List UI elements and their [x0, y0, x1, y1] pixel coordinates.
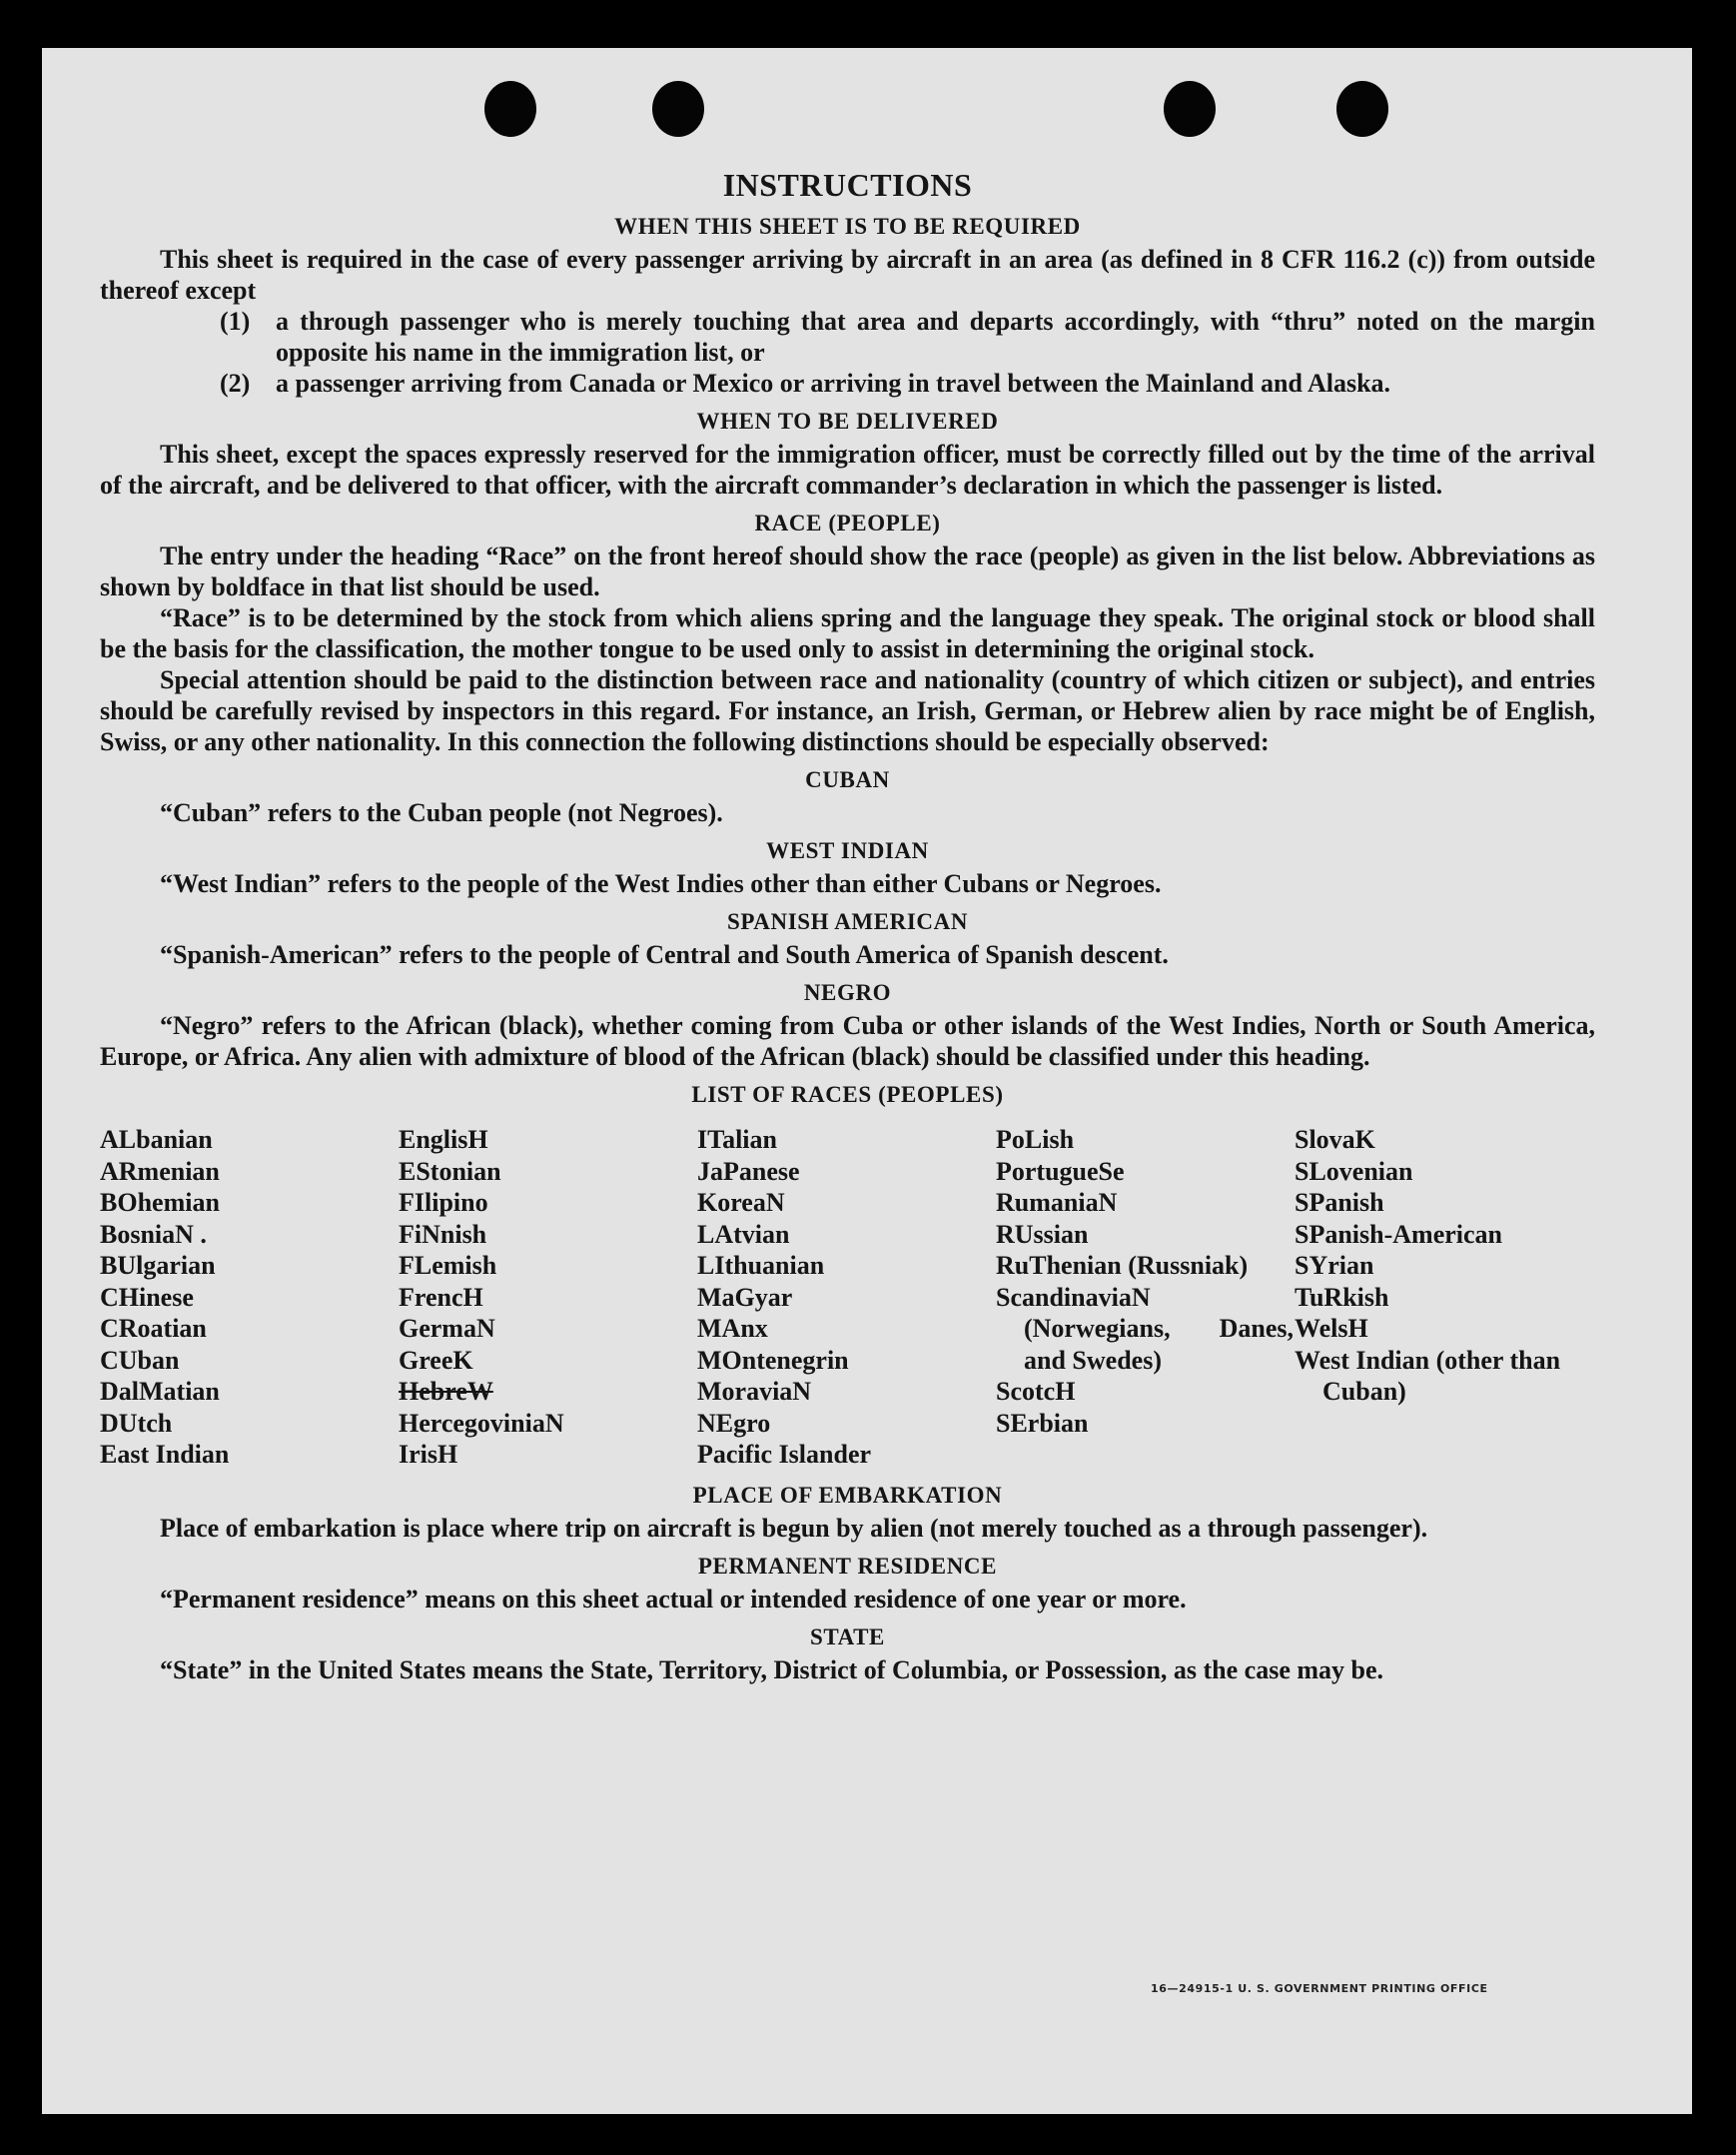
- race-entry: KoreaN: [697, 1188, 785, 1217]
- race-entry: BUlgarian: [100, 1251, 216, 1280]
- race-entry: BosniaN .: [100, 1219, 207, 1249]
- state-text: “State” in the United States means the State, Territory, District of Columbia, or Possession, as the case may be.: [160, 1654, 1384, 1684]
- race-entry: East Indian: [100, 1440, 230, 1469]
- race-entry: JaPanese: [697, 1156, 800, 1186]
- race-entry: FiNnish: [399, 1219, 487, 1249]
- section-heading-race: RACE (PEOPLE): [754, 511, 941, 536]
- race-entry: ScandinaviaN (Norwegians, Danes, and Swedes): [996, 1282, 1294, 1375]
- race-entry: NEgro: [697, 1408, 771, 1438]
- race-entry: RuThenian (Russniak): [996, 1251, 1249, 1280]
- race-paragraph-2: “Race” is to be determined by the stock from which aliens spring and the language they speak. The original stock or blood shall be the basis for the classification, the mother tongue to be used only to assist in determining the original stock.: [100, 603, 1595, 663]
- race-entry: LIthuanian: [697, 1251, 825, 1280]
- race-entry: FIlipino: [399, 1188, 488, 1217]
- item-text: a through passenger who is merely touching that area and departs accordingly, with “thru” noted on the margin opposite his name in the immigration list, or: [276, 307, 1595, 367]
- negro-text: “Negro” refers to the African (black), whether coming from Cuba or other islands of the West Indies, North or South America, Europe, or Africa. Any alien with admixture of blood of the African (black) should be classified under this heading.: [100, 1011, 1595, 1071]
- race-entry: SlovaK: [1295, 1125, 1375, 1154]
- race-column-3: [697, 1124, 996, 1471]
- section-heading-spanish-american: SPANISH AMERICAN: [726, 909, 969, 934]
- race-entry: SPanish-American: [1295, 1219, 1502, 1249]
- section-heading-race-list: LIST OF RACES (PEOPLES): [691, 1082, 1004, 1107]
- residence-text: “Permanent residence” means on this sheet actual or intended residence of one year or more.: [160, 1584, 1187, 1614]
- race-entry: ARmenian: [100, 1156, 220, 1186]
- race-entry: WelsH: [1295, 1314, 1368, 1343]
- race-entry: West Indian (other than Cuban): [1295, 1345, 1561, 1406]
- race-entry: DUtch: [100, 1408, 173, 1438]
- race-entry: MoraviaN: [697, 1377, 812, 1406]
- exception-item-1: [220, 306, 1595, 368]
- race-entry: PortugueSe: [996, 1156, 1125, 1186]
- required-intro: This sheet is required in the case of every passenger arriving by aircraft in an area (as defined in 8 CFR 116.2 (c)) from outside thereof except: [100, 245, 1595, 305]
- section-heading-state: STATE: [809, 1623, 885, 1649]
- race-entry: SErbian: [996, 1408, 1089, 1438]
- race-entry: GreeK: [399, 1345, 473, 1375]
- punch-hole: [1164, 81, 1216, 137]
- race-column-2: [399, 1124, 697, 1471]
- document-page: [42, 48, 1692, 2114]
- race-entry: CHinese: [100, 1282, 194, 1312]
- race-paragraph-1: The entry under the heading “Race” on the front hereof should show the race (people) as given in the list below. Abbreviations as shown by boldface in that list should be used.: [100, 541, 1595, 601]
- race-entry: RUssian: [996, 1219, 1089, 1249]
- embarkation-text: Place of embarkation is place where trip on aircraft is begun by alien (not merely touched as a through passenger).: [160, 1513, 1428, 1543]
- race-column-5: [1295, 1124, 1593, 1471]
- race-column-4: [996, 1124, 1295, 1471]
- section-heading-west-indian: WEST INDIAN: [766, 838, 929, 863]
- race-entry: ALbanian: [100, 1125, 213, 1154]
- race-entry: BOhemian: [100, 1188, 220, 1217]
- race-entry: ScotcH: [996, 1377, 1076, 1406]
- race-entry: SPanish: [1295, 1188, 1384, 1217]
- race-entry: CRoatian: [100, 1314, 207, 1343]
- race-entry: FrencH: [399, 1282, 483, 1312]
- section-heading-embarkation: PLACE OF EMBARKATION: [692, 1482, 1003, 1508]
- race-entry: PoLish: [996, 1125, 1075, 1154]
- instructions-body: [100, 166, 1595, 1685]
- race-entry: SLovenian: [1295, 1156, 1413, 1186]
- exception-item-2: [220, 368, 1595, 399]
- item-text: a passenger arriving from Canada or Mexico or arriving in travel between the Mainland and Alaska.: [276, 369, 1391, 398]
- delivered-text: This sheet, except the spaces expressly reserved for the immigration officer, must be correctly filled out by the time of the arrival of the aircraft, and be delivered to that officer, with the aircraft commander’s declaration in which the passenger is listed.: [100, 440, 1595, 500]
- cuban-text: “Cuban” refers to the Cuban people (not Negroes).: [160, 798, 723, 827]
- punch-hole: [484, 81, 536, 137]
- section-heading-delivered: WHEN TO BE DELIVERED: [696, 409, 999, 434]
- race-entry: Pacific Islander: [697, 1440, 872, 1469]
- item-number: (2): [220, 369, 251, 398]
- section-heading-residence: PERMANENT RESIDENCE: [697, 1553, 998, 1579]
- race-paragraph-3: Special attention should be paid to the distinction between race and nationality (country of which citizen or subject), and entries should be carefully revised by inspectors in this regard. For instance, an Irish, German, or Hebrew alien by race might be of English, Swiss, or any other nationality. In this connection the following distinctions should be especially observed:: [100, 665, 1595, 756]
- section-heading-required: WHEN THIS SHEET IS TO BE REQUIRED: [614, 214, 1081, 239]
- race-entry: EnglisH: [399, 1125, 488, 1154]
- race-entry: ITalian: [697, 1125, 777, 1154]
- race-entry: SYrian: [1295, 1251, 1374, 1280]
- race-entry: CUban: [100, 1345, 180, 1375]
- section-heading-negro: NEGRO: [803, 980, 892, 1005]
- item-number: (1): [220, 307, 251, 336]
- race-entry: EStonian: [399, 1156, 501, 1186]
- race-column-1: [100, 1124, 399, 1471]
- west-indian-text: “West Indian” refers to the people of the West Indies other than either Cubans or Negroes.: [160, 869, 1162, 898]
- section-heading-cuban: CUBAN: [805, 767, 890, 792]
- race-entry: MOntenegrin: [697, 1345, 849, 1375]
- race-list: [100, 1124, 1595, 1471]
- race-entry: RumaniaN: [996, 1188, 1118, 1217]
- race-entry-struck: HebreW: [399, 1377, 493, 1406]
- punch-hole: [652, 81, 704, 137]
- punch-hole: [1336, 81, 1388, 137]
- race-entry: HercegoviniaN: [399, 1408, 564, 1438]
- printing-office-footer: 16—24915-1 U. S. GOVERNMENT PRINTING OFFICE: [1151, 1982, 1488, 1995]
- race-entry: MAnx: [697, 1314, 768, 1343]
- race-entry: TuRkish: [1295, 1282, 1389, 1312]
- race-entry: FLemish: [399, 1251, 497, 1280]
- race-entry: IrisH: [399, 1440, 458, 1469]
- page-title: INSTRUCTIONS: [722, 167, 973, 203]
- race-entry: DalMatian: [100, 1377, 220, 1406]
- race-entry: GermaN: [399, 1314, 495, 1343]
- race-entry: LAtvian: [697, 1219, 790, 1249]
- spanish-american-text: “Spanish-American” refers to the people of Central and South America of Spanish descent.: [160, 940, 1169, 969]
- race-entry: MaGyar: [697, 1282, 793, 1312]
